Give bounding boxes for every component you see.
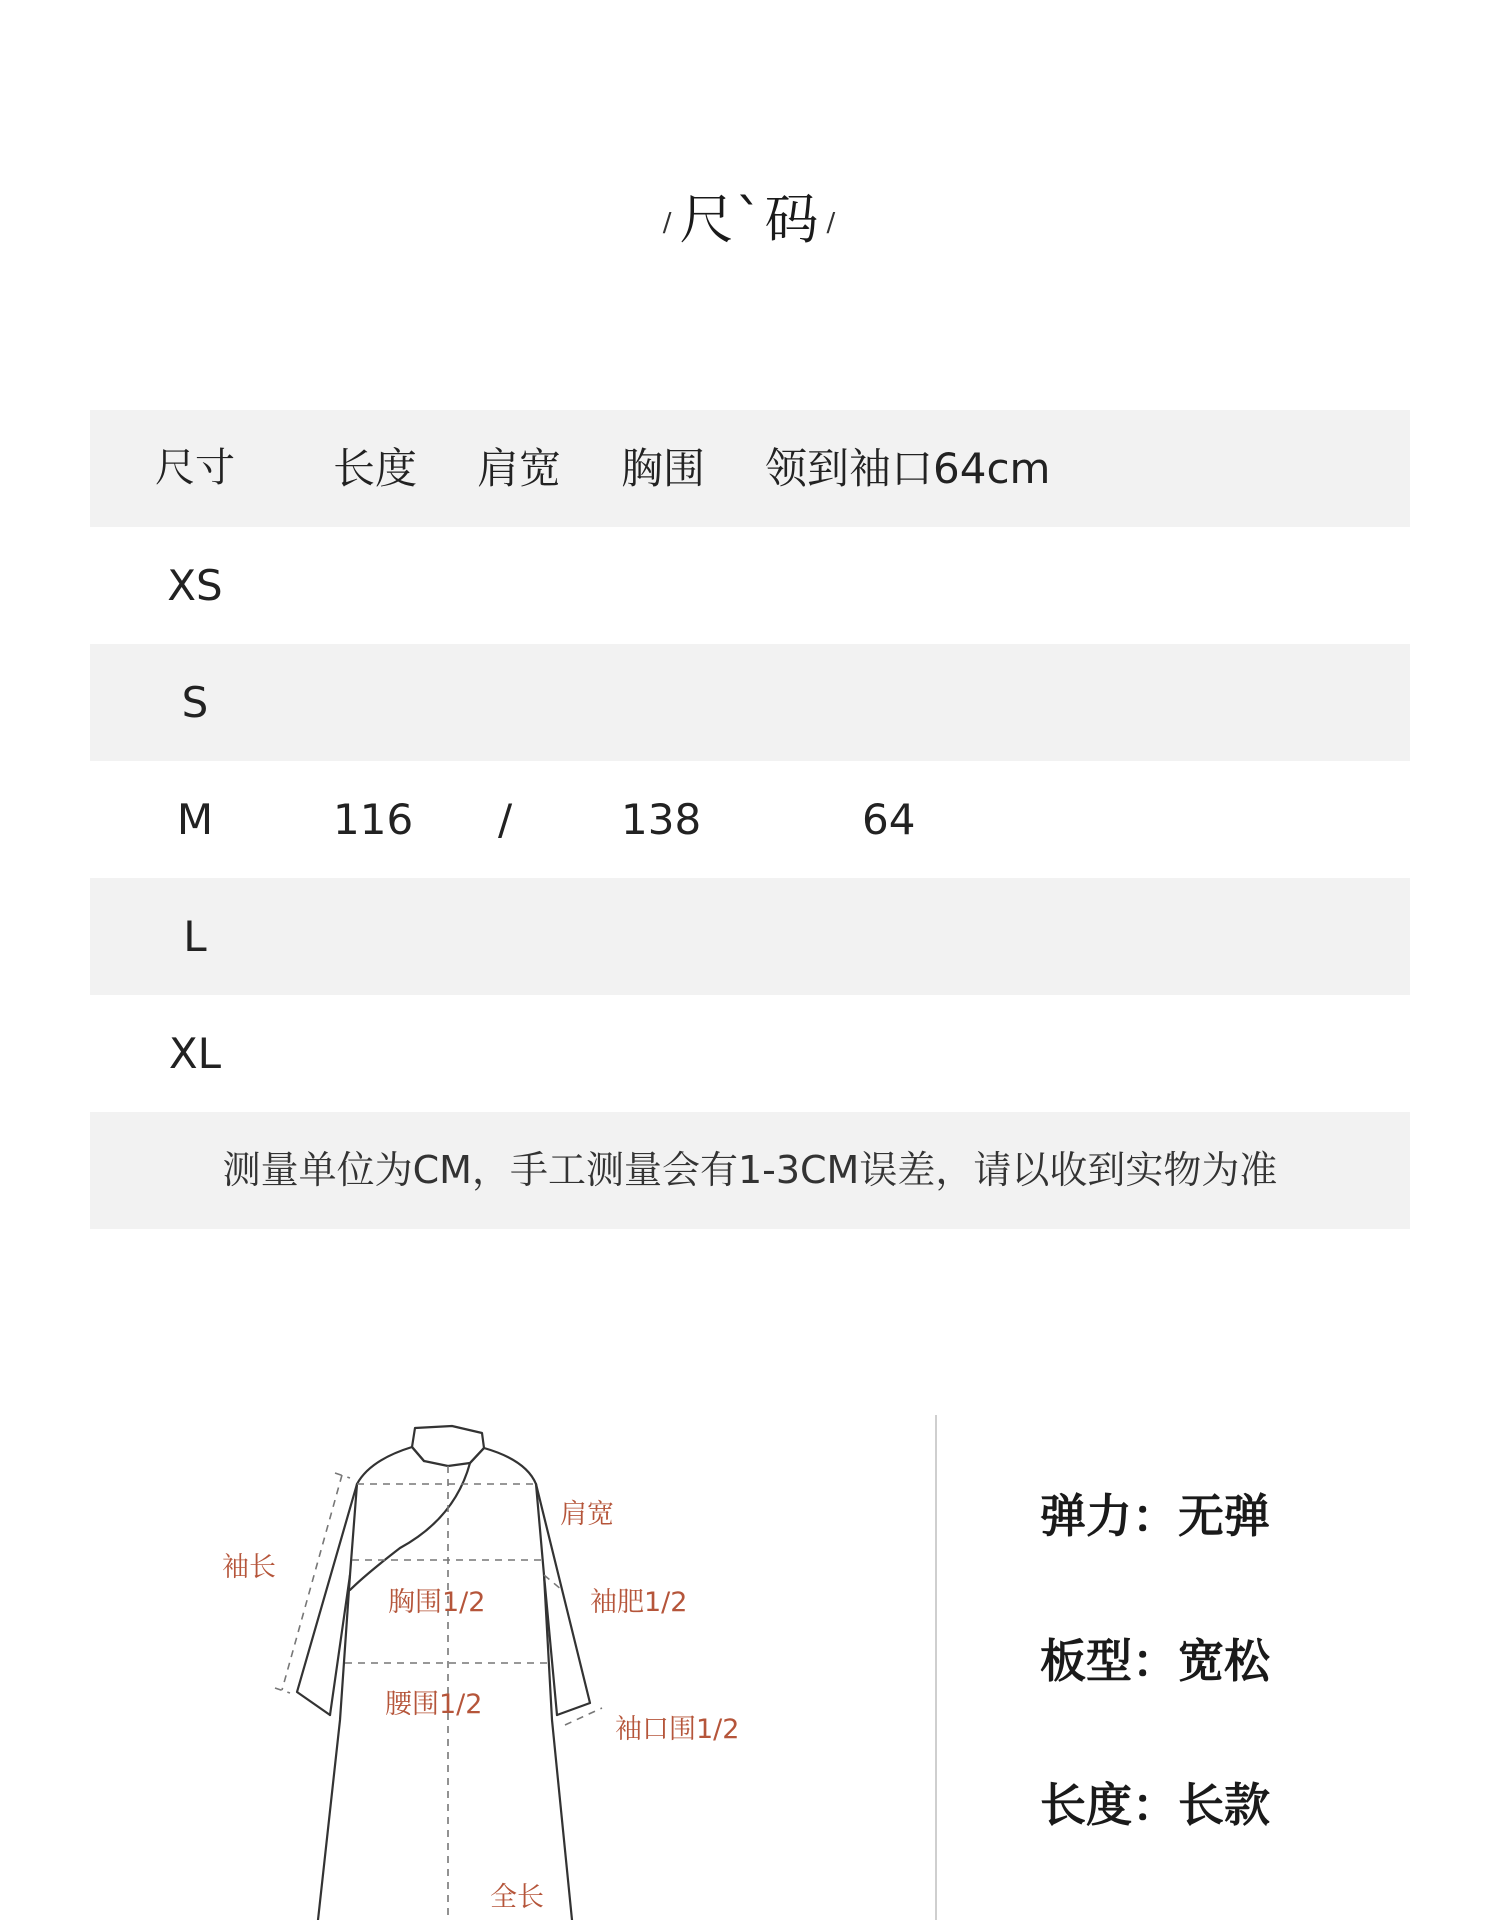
spec-length — [1040, 1769, 1270, 1835]
measurement-note: 测量单位为CM，手工测量会有1-3CM误差，请以收到实物为准 — [222, 1148, 1278, 1192]
table-header-row — [90, 410, 1410, 527]
table-row — [90, 761, 1410, 878]
label-waist-half: 腰围1/2 — [385, 1689, 483, 1720]
cell-size: L — [183, 912, 207, 961]
spec-elasticity — [1040, 1480, 1270, 1546]
cell-size: M — [176, 795, 214, 844]
table-row — [90, 878, 1410, 995]
label-shoulder: 肩宽 — [560, 1499, 614, 1530]
header-chest: 胸围 — [621, 444, 706, 493]
garment-outline-drawing — [200, 1420, 820, 1920]
measurement-note-row — [90, 1112, 1410, 1229]
spec-value: 宽松 — [1178, 1634, 1270, 1688]
cell-shoulder: / — [498, 795, 513, 844]
spec-sep: ： — [1132, 1634, 1178, 1688]
spec-sep: ： — [1132, 1489, 1178, 1543]
label-sleeve-length: 袖长 — [222, 1552, 276, 1583]
spec-key: 长度 — [1040, 1778, 1132, 1832]
cell-sleeve: 64 — [862, 795, 916, 844]
header-shoulder: 肩宽 — [477, 444, 562, 493]
title-left-mark: / — [662, 208, 674, 239]
section-title — [0, 185, 1500, 258]
vertical-divider — [935, 1415, 937, 1920]
title-right-mark: / — [826, 208, 838, 239]
label-full-length: 全长 — [490, 1882, 544, 1913]
spec-sep: ： — [1132, 1778, 1178, 1832]
header-sleeve: 领到袖口64cm — [765, 444, 1051, 493]
spec-fit — [1040, 1625, 1270, 1691]
cell-length: 116 — [333, 795, 414, 844]
table-row — [90, 995, 1410, 1112]
cell-size: XS — [167, 561, 223, 610]
cell-size: S — [181, 678, 209, 727]
spec-key: 板型 — [1040, 1634, 1132, 1688]
cell-size: XL — [168, 1029, 222, 1078]
spec-value: 无弹 — [1178, 1489, 1270, 1543]
spec-key: 弹力 — [1040, 1489, 1132, 1543]
cell-chest: 138 — [621, 795, 702, 844]
header-length: 长度 — [333, 444, 418, 493]
garment-measurement-diagram — [200, 1420, 820, 1920]
label-cuff-half: 袖口围1/2 — [615, 1714, 740, 1745]
size-table — [90, 410, 1410, 1229]
header-size: 尺寸 — [155, 445, 235, 491]
table-row — [90, 644, 1410, 761]
table-row — [90, 527, 1410, 644]
title-text: 尺`码 — [679, 188, 821, 251]
label-sleeve-width-half: 袖肥1/2 — [590, 1587, 688, 1618]
spec-value: 长款 — [1178, 1778, 1270, 1832]
label-chest-half: 胸围1/2 — [388, 1587, 486, 1618]
